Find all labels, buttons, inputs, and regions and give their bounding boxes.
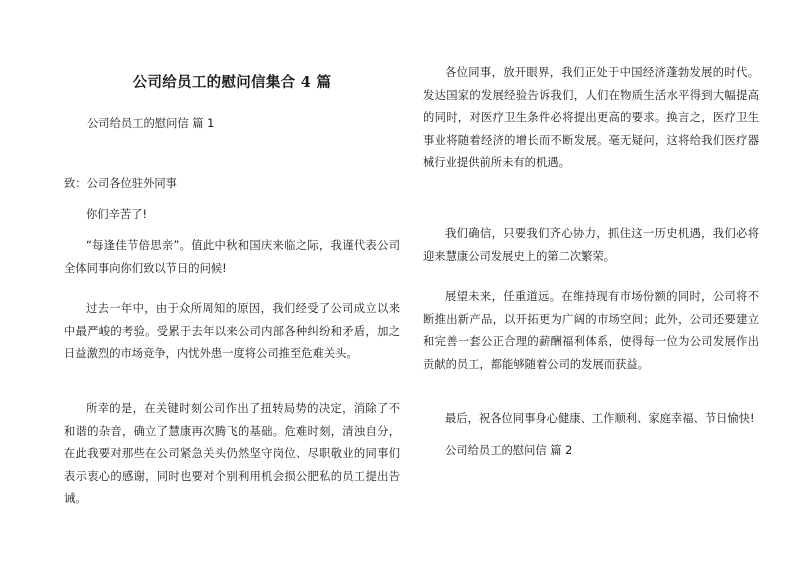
section-subtitle-1: 公司给员工的慰问信 篇 1 bbox=[87, 117, 215, 130]
paragraph-past-year: 过去一年中，由于众所周知的原因，我们经受了公司成立以来中最严峻的考验。受累于去年以来公司内部各种纠纷和矛盾，加之日益激烈的市场竞争，内忧外患一度将公司推至危难关头。 bbox=[64, 302, 400, 360]
paragraph-fortunately: 所幸的是，在关键时刻公司作出了扭转局势的决定，消除了不和谐的杂音，确立了慧康再次腾飞的基础。危难时刻，清浊自分，在此我要对那些在公司紧急关头仍然坚守岗位、尽职敬业的同事们表示衷心的感谢，同时也要对个别利用机会损公肥私的员工提出告诫。 bbox=[64, 402, 400, 505]
document-title: 公司给员工的慰问信集合 4 篇 bbox=[132, 74, 332, 91]
paragraph-future: 展望未来，任重道远。在维持现有市场份额的同时，公司将不断推出新产品，以开拓更为广阔的市场空间；此外，公司还要建立和完善一套公正合理的薪酬福利体系，使得每一位为公司发展作出贡献的员工，都能够随着公司的发展而获益。 bbox=[423, 290, 759, 371]
paragraph-closing: 最后，祝各位同事身心健康、工作顺利、家庭幸福、节日愉快! bbox=[445, 412, 755, 425]
salutation: 致：公司各位驻外同事 bbox=[64, 177, 177, 190]
paragraph-festival: “每逢佳节倍思亲”。值此中秋和国庆来临之际，我谨代表公司全体同事向你们致以节日的问候! bbox=[64, 239, 400, 275]
section-subtitle-2: 公司给员工的慰问信 篇 2 bbox=[445, 444, 573, 457]
paragraph-greeting: 你们辛苦了! bbox=[86, 208, 148, 221]
paragraph-confidence: 我们确信，只要我们齐心协力，抓住这一历史机遇，我们必将迎来慧康公司发展史上的第二次繁荣。 bbox=[423, 227, 759, 263]
paragraph-colleagues: 各位同事，放开眼界，我们正处于中国经济蓬勃发展的时代。发达国家的发展经验告诉我们，人们在物质生活水平得到大幅提高的同时，对医疗卫生条件必将提出更高的要求。换言之，医疗卫生事业将随着经济的增长而不断发展。毫无疑问，这将给我们医疗器械行业提供前所未有的机遇。 bbox=[423, 66, 759, 169]
